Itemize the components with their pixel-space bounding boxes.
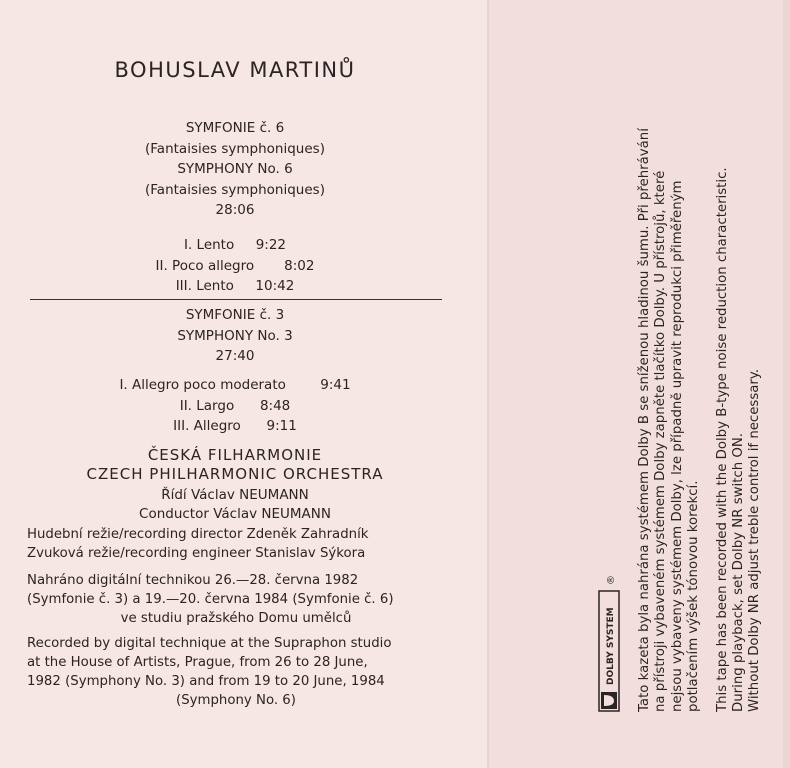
recording-line: 1982 (Symphony No. 3) and from 19 to 20 June, 1984 [27, 674, 385, 689]
dolby-system-logo [598, 575, 620, 713]
dolby-english-line: Without Dolby NR adjust treble control if necessary. [747, 368, 763, 712]
orchestra-name-en: CZECH PHILHARMONIC ORCHESTRA [86, 465, 384, 483]
recording-line: ve studiu pražského Domu umělců [120, 611, 352, 626]
symphony6-line: (Fantaisies symphoniques) [145, 181, 325, 198]
credits-block [27, 525, 445, 563]
symphony3-line: SYMFONIE č. 3 [185, 307, 285, 323]
movement-row: I. Lento 9:22 [183, 237, 287, 253]
symphony3-duration: 27:40 [215, 348, 255, 364]
conductor-en: Conductor Václav NEUMANN [139, 506, 331, 522]
dolby-logo-text: DOLBY SYSTEM [606, 607, 616, 685]
fold-line [487, 0, 489, 768]
symphony6-line: SYMPHONY No. 6 [177, 161, 293, 177]
symphony6-line: (Fantaisies symphoniques) [145, 140, 325, 157]
conductor-block [0, 486, 470, 524]
symphony3-header [0, 305, 470, 367]
dolby-czech-line: na přístroji vybaveném systémem Dolby zapněte tlačítko Dolby. U přístrojů, které [653, 170, 669, 712]
recording-note-en [27, 634, 445, 710]
recording-line: Nahráno digitální technikou 26.—28. června 1982 [27, 573, 359, 588]
symphony6-header [0, 118, 470, 221]
credit-line: Zvuková režie/recording engineer Stanislav Sýkora [27, 546, 366, 561]
movement-row: II. Poco allegro 8:02 [155, 257, 315, 274]
recording-line: (Symphony No. 6) [176, 693, 296, 708]
conductor-cz: Řídí Václav NEUMANN [161, 487, 309, 503]
dolby-czech-line: potlačením výšek tónovou korekcí. [686, 480, 702, 712]
recording-line: at the House of Artists, Prague, from 26 to 28 June, [27, 655, 368, 670]
orchestra-name-cz: ČESKÁ FILHARMONIE [147, 446, 323, 464]
dolby-czech-line: Tato kazeta byla nahrána systémem Dolby B se sníženou hladinou šumu. Při přehrávání [637, 128, 652, 712]
movement-row: III. Lento 10:42 [175, 278, 295, 294]
recording-line: Recorded by digital technique at the Supraphon studio [27, 636, 392, 651]
movement-row: I. Allegro poco moderato 9:41 [119, 377, 351, 393]
orchestra-block [0, 446, 470, 484]
symphony3-line: SYMPHONY No. 3 [177, 327, 293, 344]
dolby-english-line: During playback, set Dolby NR switch ON. [731, 432, 747, 712]
recording-line: (Symfonie č. 3) a 19.—20. června 1984 (Symfonie č. 6) [27, 592, 394, 607]
card-edge [783, 0, 790, 768]
registered-mark: ® [606, 575, 617, 585]
recording-note-cz [27, 571, 445, 628]
symphony6-line: SYMFONIE č. 6 [185, 120, 285, 136]
composer-name: BOHUSLAV MARTINŮ [114, 58, 356, 82]
movement-row: II. Largo 8:48 [179, 397, 291, 414]
movement-row: III. Allegro 9:11 [173, 418, 297, 434]
symphony3-movements [0, 375, 470, 437]
dolby-english-line: This tape has been recorded with the Dolby B-type noise reduction characteristic. [714, 167, 730, 712]
section-divider [30, 299, 442, 300]
credit-line: Hudební režie/recording director Zdeněk Zahradník [27, 527, 369, 542]
dolby-notice [637, 52, 777, 712]
dolby-czech-line: nejsou vybaveny systémem Dolby, lze případně upravit reprodukci přiměřeným [669, 180, 685, 712]
symphony6-movements [0, 235, 470, 297]
symphony6-duration: 28:06 [215, 202, 255, 218]
